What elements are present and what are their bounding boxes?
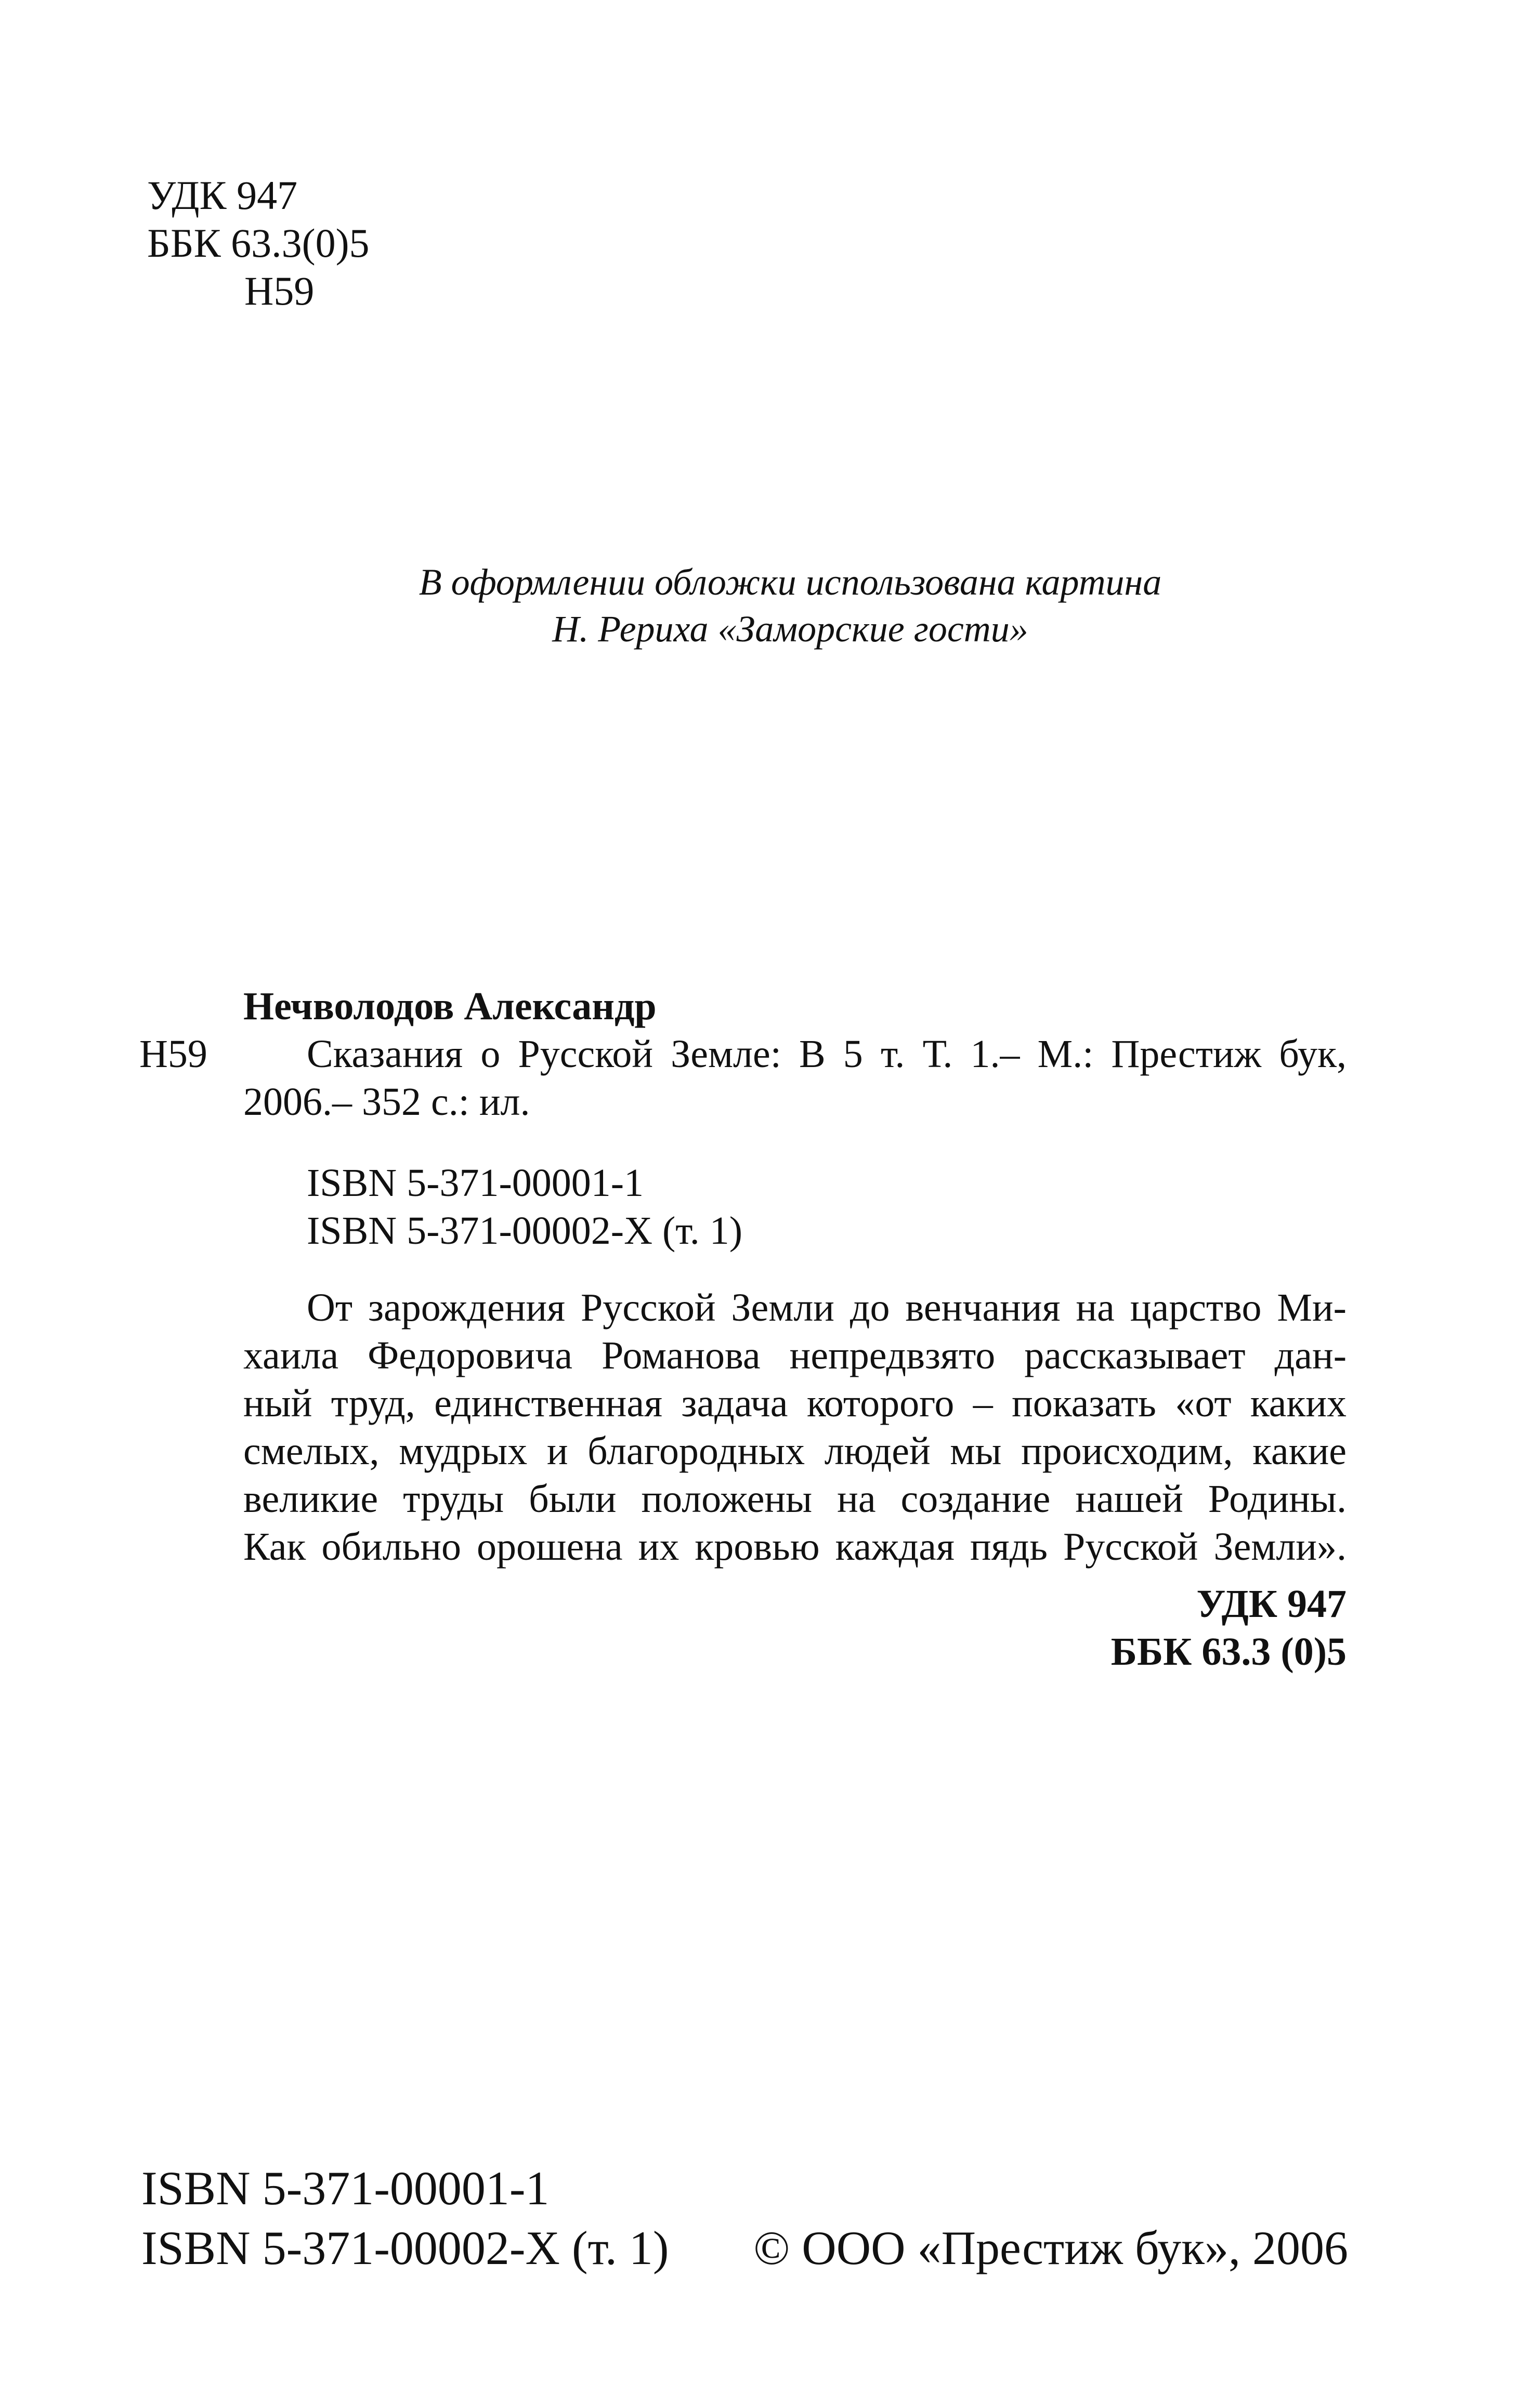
author-name: Нечволодов Александр: [243, 984, 657, 1028]
annotation-line: великие труды были положены на создание нашей Родины.: [243, 1477, 1347, 1521]
title-line-2: 2006.– 352 с.: ил.: [243, 1080, 530, 1124]
author-code-top: Н59: [244, 268, 315, 313]
copyright-notice: © ООО «Престиж бук», 2006: [753, 2221, 1348, 2274]
annotation-line: От зарождения Русской Земли до венчания на царство Ми-: [307, 1286, 1347, 1330]
annotation-line: Как обильно орошена их кровью каждая пядь Русской Земли».: [243, 1525, 1347, 1569]
cover-note-line-2: Н. Рериха «Заморские гости»: [552, 608, 1028, 650]
title-line-1: Сказания о Русской Земле: В 5 т. Т. 1.– М.: Престиж бук,: [307, 1032, 1347, 1076]
annotation-line: смелых, мудрых и благородных людей мы происходим, какие: [243, 1429, 1347, 1473]
udk-code-bottom: УДК 947: [1196, 1582, 1347, 1626]
isbn-set: ISBN 5-371-00001-1: [307, 1161, 644, 1205]
author-code-entry: Н59: [139, 1032, 207, 1076]
annotation-line: хаила Федоровича Романова непредвзято рассказывает дан-: [243, 1334, 1347, 1377]
bbk-code-top: ББК 63.3(0)5: [147, 220, 370, 266]
bbk-code-bottom: ББК 63.3 (0)5: [1110, 1630, 1347, 1674]
footer-isbn-set: ISBN 5-371-00001-1: [141, 2162, 550, 2215]
udk-code-top: УДК 947: [147, 173, 298, 218]
cover-note-line-1: В оформлении обложки использована картина: [419, 561, 1162, 603]
footer-isbn-volume: ISBN 5-371-00002-X (т. 1): [141, 2221, 669, 2274]
annotation-line: ный труд, единственная задача которого – показать «от каких: [243, 1381, 1347, 1425]
isbn-volume: ISBN 5-371-00002-X (т. 1): [307, 1209, 743, 1253]
annotation-paragraph: [243, 1284, 1347, 1571]
